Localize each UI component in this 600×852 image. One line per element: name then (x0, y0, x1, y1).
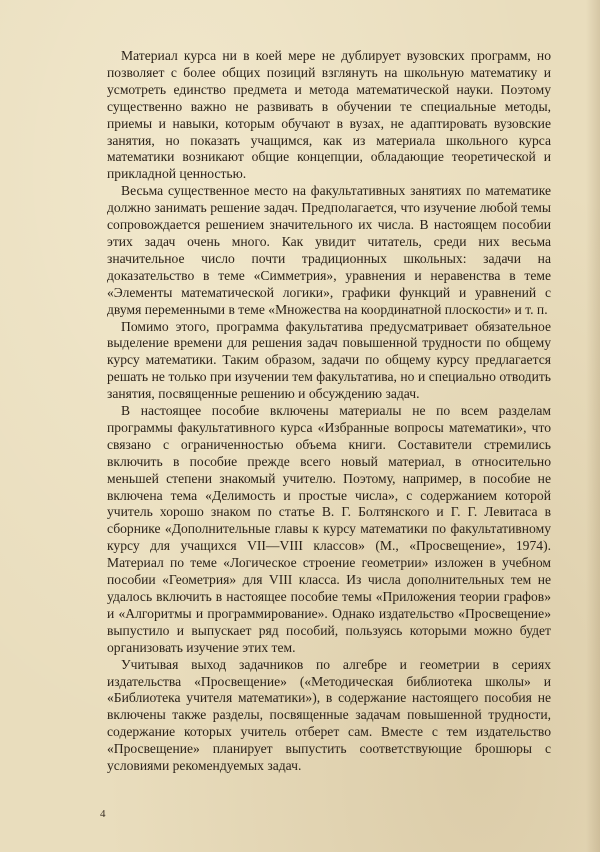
paragraph-3: Помимо этого, программа факультатива предусматривает обязательное выделение времени для решения задач повышенной трудности по общему курсу математики. Таким образом, задачи по общему курсу предлагается решать не только при изучении тем факультатива, но и специально отводить занятия, посвященные решению и обсуждению задач. (107, 318, 551, 402)
paragraph-4: В настоящее пособие включены материалы не по всем разделам программы факультативного курса «Избранные вопросы математики», что связано с ограниченностью объема книги. Составители стремились включить в пособие прежде всего новый материал, в относительно меньшей степени знакомый учителю. Поэтому, например, в пособие не включена тема «Делимость и простые числа», с содержанием которой учитель хорошо знаком по статье В. Г. Болтянского и Г. Г. Левитаса в сборнике «Дополнительные главы к курсу математики по факультативному курсу для учащихся VII—VIII классов» (М., «Просвещение», 1974). Материал по теме «Логическое строение геометрии» изложен в учебном пособии «Геометрия» для VIII класса. Из числа дополнительных тем не удалось включить в настоящее пособие темы «Приложения теории графов» и «Алгоритмы и программирование». Однако издательство «Просвещение» выпустило и выпускает ряд пособий, пользуясь которыми можно будет организовать изучение этих тем. (107, 403, 551, 655)
page-number: 4 (100, 808, 106, 820)
body-text (107, 48, 551, 775)
paragraph-2: Весьма существенное место на факультативных занятиях по математике должно занимать решение задач. Предполагается, что изучение любой темы сопровождается решением значительного их числа. В настоящем пособии этих задач очень много. Как увидит читатель, среди них весьма значительное число почти традиционных школьных: задачи на доказательство в теме «Симметрия», уравнения и неравенства в теме «Элементы математической логики», графики функций и уравнений с двумя переменными в теме «Множества на координатной плоскости» и т. п. (107, 183, 551, 317)
paragraph-1: Материал курса ни в коей мере не дублирует вузовских программ, но позволяет с более общих позиций взглянуть на школьную математику и усмотреть единство предмета и метода математической науки. Поэтому существенно важно не развивать в обучении те специальные методы, приемы и навыки, которым обучают в вузах, не адаптировать вузовские занятия, но показать учащимся, как из материала школьного курса математики возникают общие концепции, обладающие теоретической и прикладной ценностью. (107, 48, 551, 182)
page-edge-shadow (586, 0, 600, 852)
paragraph-5: Учитывая выход задачников по алгебре и геометрии в сериях издательства «Просвещение» («Методическая библиотека школы» и «Библиотека учителя математики»), в содержание настоящего пособия не включены также разделы, посвященные задачам повышенной трудности, содержание которых учитель отберет сам. Вместе с тем издательство «Просвещение» планирует выпустить соответствующие брошюры с условиями рекомендуемых задач. (107, 656, 551, 774)
